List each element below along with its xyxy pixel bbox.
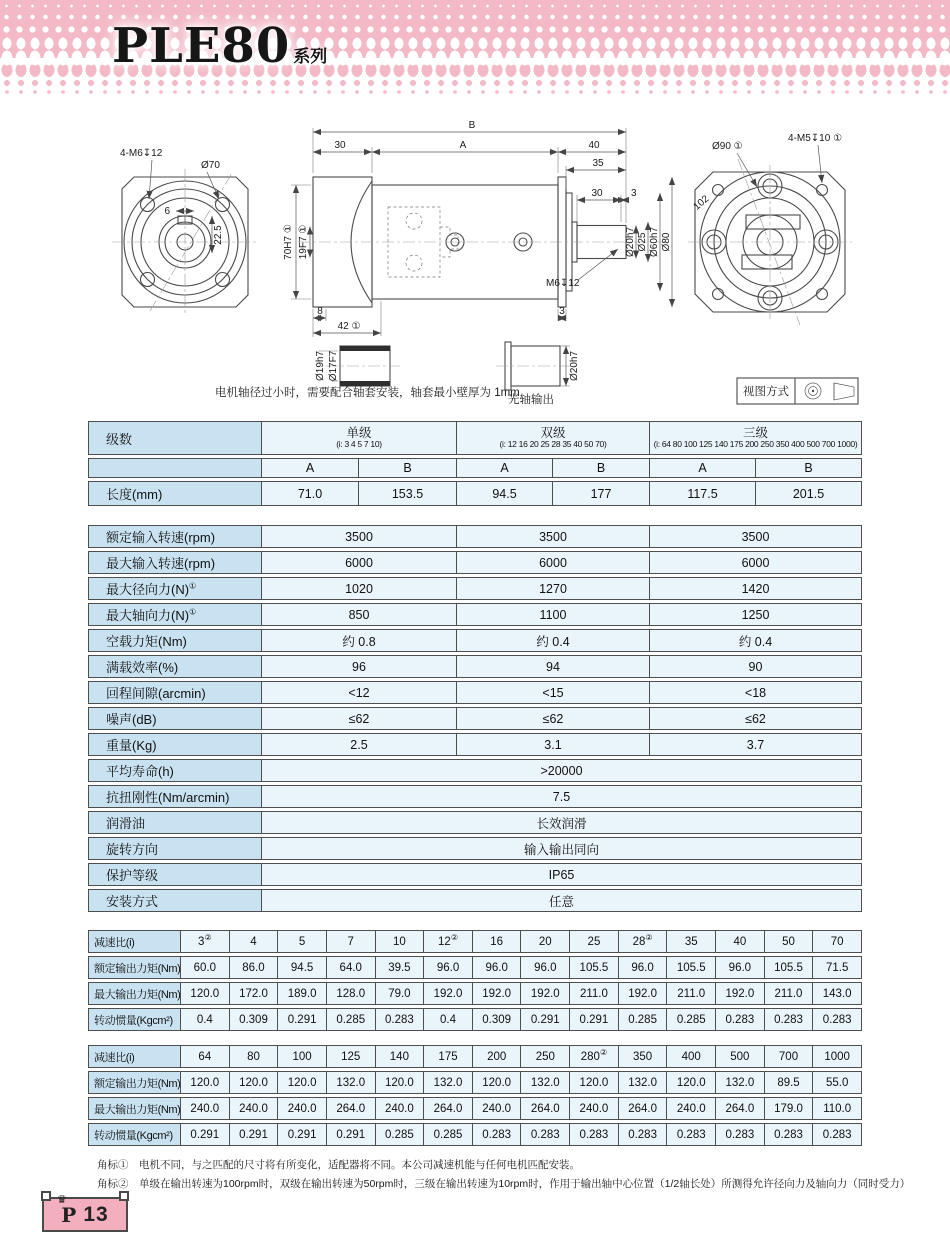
sleeve-outer-dia: Ø19h7 <box>315 350 326 382</box>
ratio-header-cell: 1000 <box>813 1045 862 1068</box>
spec-label <box>88 681 262 704</box>
ratio-value-cell: 192.0 <box>424 982 473 1005</box>
stage-group-double <box>457 421 650 455</box>
page-number-badge <box>42 1194 128 1232</box>
ratio-header-cell: 70 <box>813 930 862 953</box>
front-bolt-callout: 4-M6↧12 <box>120 148 163 159</box>
ratio-value-cell: 0.4 <box>181 1008 230 1031</box>
ratio-header-cell: 280② <box>570 1045 619 1068</box>
ratio-value-cell: 60.0 <box>181 956 230 979</box>
ratio-value-cell: 240.0 <box>473 1097 522 1120</box>
ratio-value-cell: 0.291 <box>570 1008 619 1031</box>
spec-value: 约 0.8 <box>262 629 457 652</box>
rear-view <box>688 133 852 325</box>
dim-shaft-20h7: Ø20h7 <box>625 226 636 258</box>
length-value: 117.5 <box>650 481 756 506</box>
front-dia-callout: Ø70 <box>201 160 220 171</box>
spec-label-text: 润滑油 <box>106 816 146 831</box>
ratio-value-cell: 39.5 <box>376 956 425 979</box>
footnotes <box>97 1156 912 1194</box>
stage-group-single <box>262 421 457 455</box>
ratio-header-cell: 700 <box>765 1045 814 1068</box>
spec-label-text: 最大轴向力(N) <box>106 608 190 623</box>
spec-value: ≤62 <box>262 707 457 730</box>
dim-bore-70H7: 70H7 ① <box>283 224 294 260</box>
group-name: 单级 <box>346 425 372 440</box>
subheader-cell: B <box>756 458 862 478</box>
spec-label-text: 旋转方向 <box>106 842 159 857</box>
ratio-row-label: 最大输出力矩(Nm) <box>88 982 181 1005</box>
ratio-header-cell: 20 <box>521 930 570 953</box>
length-value: 201.5 <box>756 481 862 506</box>
ratio-value-cell: 0.283 <box>376 1008 425 1031</box>
ratio-table-1 <box>88 927 862 1034</box>
group-name: 双级 <box>540 425 566 440</box>
spec-label-text: 空载力矩(Nm) <box>106 634 187 649</box>
page-title: PLE80 <box>112 18 291 74</box>
rear-dia-callout: Ø90 ① <box>712 141 743 152</box>
ratio-table-2 <box>88 1042 862 1149</box>
ratio-value-cell: 132.0 <box>716 1071 765 1094</box>
spec-value: >20000 <box>262 759 862 782</box>
ratio-value-cell: 0.291 <box>278 1008 327 1031</box>
spec-row <box>88 863 862 886</box>
ratio-header-cell: 12② <box>424 930 473 953</box>
spec-label <box>88 551 262 574</box>
ratio-data-row <box>88 1008 862 1031</box>
ratio-value-cell: 240.0 <box>376 1097 425 1120</box>
spec-value: 1250 <box>650 603 862 626</box>
ratio-header-cell: 50 <box>765 930 814 953</box>
ratio-value-cell: 211.0 <box>765 982 814 1005</box>
page-letter: P <box>61 1202 77 1227</box>
ratio-value-cell: 0.283 <box>473 1123 522 1146</box>
spec-label-text: 回程间隙(arcmin) <box>106 686 206 701</box>
ratio-value-cell: 240.0 <box>667 1097 716 1120</box>
spec-row <box>88 681 862 704</box>
ratio-data-row <box>88 1097 862 1120</box>
cone-projection-icon <box>834 383 854 400</box>
ratio-value-cell: 96.0 <box>521 956 570 979</box>
ratio-row-label: 最大输出力矩(Nm) <box>88 1097 181 1120</box>
dim-40: 40 <box>588 140 600 151</box>
ratio-value-cell: 120.0 <box>667 1071 716 1094</box>
ratio-header-cell: 125 <box>327 1045 376 1068</box>
front-view <box>112 148 258 315</box>
stage-corner-label: 级数 <box>88 421 262 455</box>
ratio-value-cell: 0.285 <box>619 1008 668 1031</box>
ratio-value-cell: 0.283 <box>716 1123 765 1146</box>
ratio-value-cell: 120.0 <box>181 982 230 1005</box>
first-angle-projection-icon <box>805 383 821 399</box>
view-mode-box <box>737 378 858 404</box>
crown-icon: ♛ <box>57 1194 67 1206</box>
spec-label-text: 满载效率(%) <box>106 660 179 675</box>
dim-30-shaft: 30 <box>591 188 603 199</box>
ratio-value-cell: 0.283 <box>813 1008 862 1031</box>
spec-value: 2.5 <box>262 733 457 756</box>
ratio-value-cell: 89.5 <box>765 1071 814 1094</box>
spec-row <box>88 785 862 808</box>
ratio-value-cell: 71.5 <box>813 956 862 979</box>
dim-35: 35 <box>592 158 604 169</box>
spec-row <box>88 811 862 834</box>
ratio-value-cell: 120.0 <box>230 1071 279 1094</box>
dim-3-shaft: 3 <box>631 188 637 199</box>
ratio-value-cell: 0.285 <box>327 1008 376 1031</box>
dim-42: 42 ① <box>337 321 361 332</box>
dim-80: Ø80 <box>661 232 672 252</box>
ratio-value-cell: 264.0 <box>619 1097 668 1120</box>
spec-label <box>88 811 262 834</box>
ratio-value-cell: 132.0 <box>424 1071 473 1094</box>
ratio-value-cell: 94.5 <box>278 956 327 979</box>
ratio-value-cell: 0.283 <box>667 1123 716 1146</box>
section-view <box>283 120 672 337</box>
ratio-data-row <box>88 956 862 979</box>
footnote-2: 角标② 单级在输出转速为100rpm时，双级在输出转速为50rpm时，三级在输出转速为10rpm时，作用于输出轴中心位置（1/2轴长处）所测得允许径向力及轴向力（同时受力） <box>97 1177 911 1190</box>
spec-label <box>88 759 262 782</box>
ratio-corner-label: 减速比(i) <box>88 1045 181 1068</box>
spec-value: 850 <box>262 603 457 626</box>
dim-A: A <box>459 140 467 151</box>
ratio-header-cell: 64 <box>181 1045 230 1068</box>
ratio-value-cell: 120.0 <box>376 1071 425 1094</box>
ratio-value-cell: 96.0 <box>424 956 473 979</box>
ratio-header-cell: 175 <box>424 1045 473 1068</box>
thread-callout: M6↧12 <box>546 278 580 289</box>
ratio-value-cell: 192.0 <box>716 982 765 1005</box>
stage-subheader-row <box>88 458 862 478</box>
sleeve-inner-dia: Ø17F7 <box>328 350 339 382</box>
spec-value: IP65 <box>262 863 862 886</box>
dim-B: B <box>468 120 476 131</box>
ratio-value-cell: 120.0 <box>278 1071 327 1094</box>
ratio-value-cell: 0.291 <box>181 1123 230 1146</box>
ratio-value-cell: 64.0 <box>327 956 376 979</box>
ratio-header-cell: 100 <box>278 1045 327 1068</box>
footnote-1: 角标① 电机不同，与之匹配的尺寸将有所变化，适配器将不同。本公司减速机能与任何电机匹配安装。 <box>97 1159 580 1171</box>
output-shaft-dia: Ø20h7 <box>569 350 580 382</box>
spec-value: <15 <box>457 681 650 704</box>
spec-label-text: 最大径向力(N) <box>106 582 190 597</box>
spec-value: 约 0.4 <box>650 629 862 652</box>
ratio-header-cell: 4 <box>230 930 279 953</box>
ratio-value-cell: 264.0 <box>327 1097 376 1120</box>
spec-value: <12 <box>262 681 457 704</box>
dim-25: Ø25 <box>637 232 648 252</box>
ratio-header-cell: 28② <box>619 930 668 953</box>
group-ratios: (i: 3 4 5 7 10) <box>336 439 382 450</box>
ratio-value-cell: 132.0 <box>327 1071 376 1094</box>
page-title-block <box>112 18 327 74</box>
ratio-value-cell: 105.5 <box>570 956 619 979</box>
ratio-value-cell: 192.0 <box>473 982 522 1005</box>
dim-pilot-19F7: 19F7 ① <box>298 224 309 260</box>
ratio-value-cell: 179.0 <box>765 1097 814 1120</box>
stage-length-table <box>88 418 862 509</box>
spec-label <box>88 577 262 600</box>
spec-value: 3.1 <box>457 733 650 756</box>
ratio-data-row <box>88 982 862 1005</box>
spec-tables-area <box>88 418 862 1157</box>
ratio-value-cell: 79.0 <box>376 982 425 1005</box>
spec-value: 1270 <box>457 577 650 600</box>
spec-value: 输入输出同向 <box>262 837 862 860</box>
technical-drawing <box>0 115 950 417</box>
length-value: 94.5 <box>457 481 553 506</box>
spec-label <box>88 785 262 808</box>
footnote-mark: ① <box>189 607 197 617</box>
ratio-value-cell: 105.5 <box>765 956 814 979</box>
spec-value: <18 <box>650 681 862 704</box>
ratio-value-cell: 0.309 <box>230 1008 279 1031</box>
ratio-header-row <box>88 1045 862 1068</box>
footnote-mark: ① <box>189 581 197 591</box>
ratio-header-cell: 500 <box>716 1045 765 1068</box>
empty-cell <box>88 458 262 478</box>
ratio-value-cell: 120.0 <box>181 1071 230 1094</box>
spec-value: 6000 <box>457 551 650 574</box>
page-number: 13 <box>83 1202 109 1226</box>
spec-value: 长效润滑 <box>262 811 862 834</box>
dim-3-plate: 3 <box>559 306 565 317</box>
length-row <box>88 481 862 506</box>
ratio-value-cell: 172.0 <box>230 982 279 1005</box>
spec-value: 任意 <box>262 889 862 912</box>
spec-label-text: 噪声(dB) <box>106 712 157 727</box>
output-shaft-detail <box>496 342 580 406</box>
length-label: 长度(mm) <box>88 481 262 506</box>
spec-value: 3500 <box>457 525 650 548</box>
group-name: 三级 <box>742 425 768 440</box>
ratio-value-cell: 240.0 <box>230 1097 279 1120</box>
ratio-value-cell: 96.0 <box>716 956 765 979</box>
ratio-value-cell: 211.0 <box>667 982 716 1005</box>
ratio-value-cell: 0.285 <box>376 1123 425 1146</box>
ratio-value-cell: 143.0 <box>813 982 862 1005</box>
spec-row <box>88 889 862 912</box>
group-ratios: (i: 12 16 20 25 28 35 40 50 70) <box>499 439 607 450</box>
sleeve-detail <box>215 346 520 399</box>
spec-label-text: 平均寿命(h) <box>106 764 174 779</box>
ratio-header-cell: 200 <box>473 1045 522 1068</box>
ratio-value-cell: 0.4 <box>424 1008 473 1031</box>
ratio-value-cell: 240.0 <box>278 1097 327 1120</box>
ratio-value-cell: 264.0 <box>716 1097 765 1120</box>
spec-label <box>88 733 262 756</box>
spec-value: 3500 <box>262 525 457 548</box>
ratio-header-cell: 35 <box>667 930 716 953</box>
ratio-value-cell: 192.0 <box>521 982 570 1005</box>
dim-slot-width: 6 <box>164 206 170 217</box>
subheader-cell: B <box>553 458 650 478</box>
output-shaft-caption: 光轴输出 <box>508 394 554 406</box>
ratio-value-cell: 0.291 <box>521 1008 570 1031</box>
spec-row <box>88 733 862 756</box>
view-mode-label: 视图方式 <box>743 386 789 398</box>
spec-label-text: 重量(Kg) <box>106 738 157 753</box>
ratio-value-cell: 0.285 <box>667 1008 716 1031</box>
spec-label-text: 额定输入转速(rpm) <box>106 530 216 545</box>
spec-value: 约 0.4 <box>457 629 650 652</box>
spec-value: 94 <box>457 655 650 678</box>
group-ratios: (i: 64 80 100 125 140 175 200 250 350 400 500 700 1000) <box>653 439 858 450</box>
spec-value: 1020 <box>262 577 457 600</box>
ratio-header-cell: 350 <box>619 1045 668 1068</box>
ratio-value-cell: 192.0 <box>619 982 668 1005</box>
ratio-header-cell: 3② <box>181 930 230 953</box>
rear-bolt-callout: 4-M5↧10 ① <box>788 133 843 144</box>
ratio-data-row <box>88 1123 862 1146</box>
spec-label-text: 抗扭刚性(Nm/arcmin) <box>106 790 230 805</box>
spec-label-text: 安装方式 <box>106 894 159 909</box>
spec-value: 96 <box>262 655 457 678</box>
ratio-header-cell: 25 <box>570 930 619 953</box>
spec-label <box>88 707 262 730</box>
dim-chamfer-102: 102 <box>691 193 712 213</box>
length-value: 177 <box>553 481 650 506</box>
specification-table <box>88 522 862 915</box>
spec-row <box>88 603 862 626</box>
spec-label <box>88 603 262 626</box>
spec-value: 3.7 <box>650 733 862 756</box>
ratio-value-cell: 0.309 <box>473 1008 522 1031</box>
ratio-value-cell: 0.283 <box>813 1123 862 1146</box>
ratio-row-label: 额定输出力矩(Nm) <box>88 1071 181 1094</box>
dim-slot-depth: 22.5 <box>213 225 224 245</box>
ratio-value-cell: 0.291 <box>327 1123 376 1146</box>
ratio-value-cell: 211.0 <box>570 982 619 1005</box>
ratio-value-cell: 0.283 <box>570 1123 619 1146</box>
page-title-suffix: 系列 <box>293 47 328 66</box>
spec-row <box>88 551 862 574</box>
length-value: 153.5 <box>359 481 457 506</box>
ratio-value-cell: 120.0 <box>570 1071 619 1094</box>
ratio-value-cell: 0.291 <box>230 1123 279 1146</box>
dim-60h7: Ø60h7 <box>649 226 660 258</box>
stage-header-row <box>88 421 862 455</box>
spec-label <box>88 629 262 652</box>
spec-row <box>88 759 862 782</box>
dim-8: 8 <box>317 306 323 317</box>
ratio-header-cell: 16 <box>473 930 522 953</box>
spec-row <box>88 629 862 652</box>
ratio-data-row <box>88 1071 862 1094</box>
length-value: 71.0 <box>262 481 359 506</box>
subheader-cell: A <box>650 458 756 478</box>
ratio-row-label: 转动惯量(Kgcm²) <box>88 1123 181 1146</box>
dim-30: 30 <box>334 140 346 151</box>
header-dot-pattern <box>0 0 950 100</box>
ratio-value-cell: 96.0 <box>473 956 522 979</box>
sleeve-note: 电机轴径过小时，需要配合轴套安装，轴套最小壁厚为 1mm <box>215 387 520 399</box>
spec-value: 1100 <box>457 603 650 626</box>
spec-label <box>88 655 262 678</box>
subheader-cell: A <box>457 458 553 478</box>
spec-value: ≤62 <box>650 707 862 730</box>
spec-label-text: 最大输入转速(rpm) <box>106 556 216 571</box>
ratio-value-cell: 0.285 <box>424 1123 473 1146</box>
ratio-value-cell: 110.0 <box>813 1097 862 1120</box>
ratio-header-cell: 250 <box>521 1045 570 1068</box>
ratio-value-cell: 264.0 <box>521 1097 570 1120</box>
spec-value: 3500 <box>650 525 862 548</box>
ratio-row-label: 额定输出力矩(Nm) <box>88 956 181 979</box>
subheader-cell: B <box>359 458 457 478</box>
spec-row <box>88 707 862 730</box>
spec-value: 7.5 <box>262 785 862 808</box>
spec-row <box>88 837 862 860</box>
spec-value: 6000 <box>262 551 457 574</box>
ratio-corner-label: 减速比(i) <box>88 930 181 953</box>
ratio-value-cell: 132.0 <box>521 1071 570 1094</box>
ratio-value-cell: 0.283 <box>619 1123 668 1146</box>
spec-label <box>88 889 262 912</box>
ratio-header-row <box>88 930 862 953</box>
ratio-value-cell: 105.5 <box>667 956 716 979</box>
ratio-value-cell: 96.0 <box>619 956 668 979</box>
spec-row <box>88 577 862 600</box>
ratio-value-cell: 264.0 <box>424 1097 473 1120</box>
stage-group-triple <box>650 421 862 455</box>
spec-row <box>88 655 862 678</box>
ratio-row-label: 转动惯量(Kgcm²) <box>88 1008 181 1031</box>
ratio-header-cell: 140 <box>376 1045 425 1068</box>
ratio-value-cell: 55.0 <box>813 1071 862 1094</box>
ratio-value-cell: 0.283 <box>765 1123 814 1146</box>
ratio-header-cell: 40 <box>716 930 765 953</box>
ratio-value-cell: 240.0 <box>570 1097 619 1120</box>
spec-label <box>88 863 262 886</box>
spec-value: ≤62 <box>457 707 650 730</box>
spec-value: 6000 <box>650 551 862 574</box>
ratio-value-cell: 86.0 <box>230 956 279 979</box>
ratio-header-cell: 80 <box>230 1045 279 1068</box>
spec-label <box>88 525 262 548</box>
spec-value: 90 <box>650 655 862 678</box>
spec-label <box>88 837 262 860</box>
ratio-header-cell: 10 <box>376 930 425 953</box>
spec-row <box>88 525 862 548</box>
spec-label-text: 保护等级 <box>106 868 159 883</box>
ratio-value-cell: 132.0 <box>619 1071 668 1094</box>
ratio-value-cell: 120.0 <box>473 1071 522 1094</box>
ratio-value-cell: 0.283 <box>521 1123 570 1146</box>
subheader-cell: A <box>262 458 359 478</box>
ratio-value-cell: 240.0 <box>181 1097 230 1120</box>
ratio-header-cell: 5 <box>278 930 327 953</box>
ratio-header-cell: 400 <box>667 1045 716 1068</box>
ratio-value-cell: 128.0 <box>327 982 376 1005</box>
spec-value: 1420 <box>650 577 862 600</box>
ratio-value-cell: 0.283 <box>716 1008 765 1031</box>
ratio-value-cell: 0.283 <box>765 1008 814 1031</box>
ratio-header-cell: 7 <box>327 930 376 953</box>
ratio-value-cell: 189.0 <box>278 982 327 1005</box>
ratio-value-cell: 0.291 <box>278 1123 327 1146</box>
